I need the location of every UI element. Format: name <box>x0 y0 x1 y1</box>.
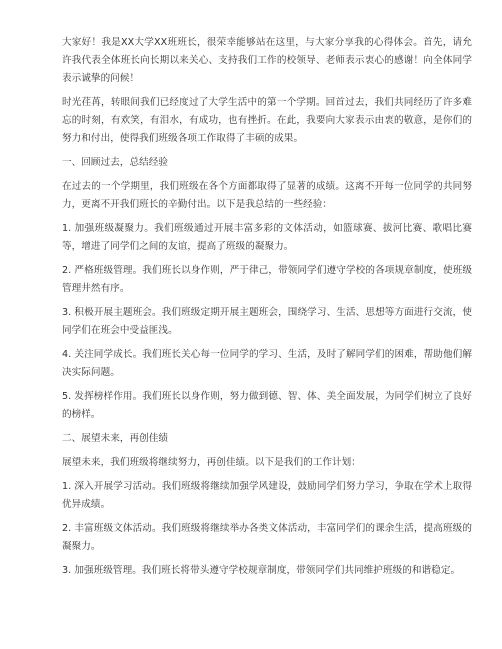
review-paragraph: 时光荏苒，转眼间我们已经度过了大学生活中的第一个学期。回首过去，我们共同经历了许多难忘的时刻，有欢笑，有泪水，有成功，也有挫折。在此，我要向大家表示由衷的敬意，是你们的努力和付出，使得我们班级各项工作取得了丰硕的成果。 <box>62 97 472 144</box>
experience-item-1: 1. 加强班级凝聚力。我们班级通过开展丰富多彩的文体活动，如篮球赛、拔河比赛、歌唱比赛等，增进了同学们之间的友谊，提高了班级的凝聚力。 <box>62 223 472 252</box>
plan-item-2: 2. 丰富班级文体活动。我们班级将继续举办各类文体活动，丰富同学们的课余生活，提高班级的凝聚力。 <box>62 523 472 552</box>
experience-item-3: 3. 积极开展主题班会。我们班级定期开展主题班会，围绕学习、生活、思想等方面进行交流，使同学们在班会中受益匪浅。 <box>62 307 472 336</box>
experience-item-2: 2. 严格班级管理。我们班长以身作则，严于律己，带领同学们遵守学校的各项规章制度，使班级管理井然有序。 <box>62 265 472 294</box>
plan-intro-paragraph: 展望未来，我们班级将继续努力，再创佳绩。以下是我们的工作计划： <box>62 457 361 468</box>
section-heading-review: 一、回顾过去，总结经验 <box>62 157 169 168</box>
experience-intro-paragraph: 在过去的一个学期里，我们班级在各个方面都取得了显著的成绩。这离不开每一位同学的共同努力，更离不开我们班长的辛勤付出。以下是我总结的一些经验： <box>62 181 472 210</box>
plan-item-3: 3. 加强班级管理。我们班长将带头遵守学校规章制度，带领同学们共同维护班级的和谐稳定。 <box>62 565 461 576</box>
plan-item-1: 1. 深入开展学习活动。我们班级将继续加强学风建设，鼓励同学们努力学习，争取在学术上取得优异成绩。 <box>62 481 472 510</box>
experience-item-4: 4. 关注同学成长。我们班长关心每一位同学的学习、生活，及时了解同学们的困难，帮助他们解决实际问题。 <box>62 349 472 378</box>
document-body <box>62 34 472 586</box>
experience-item-5: 5. 发挥榜样作用。我们班长以身作则，努力做到德、智、体、美全面发展，为同学们树立了良好的榜样。 <box>62 391 472 420</box>
intro-paragraph: 大家好！我是XX大学XX班班长，很荣幸能够站在这里，与大家分享我的心得体会。首先，请允许我代表全体班长向长期以来关心、支持我们工作的校领导、老师表示衷心的感谢！向全体同学表示诚挚的问候！ <box>62 37 472 84</box>
section-heading-future: 二、展望未来，再创佳绩 <box>62 433 169 444</box>
